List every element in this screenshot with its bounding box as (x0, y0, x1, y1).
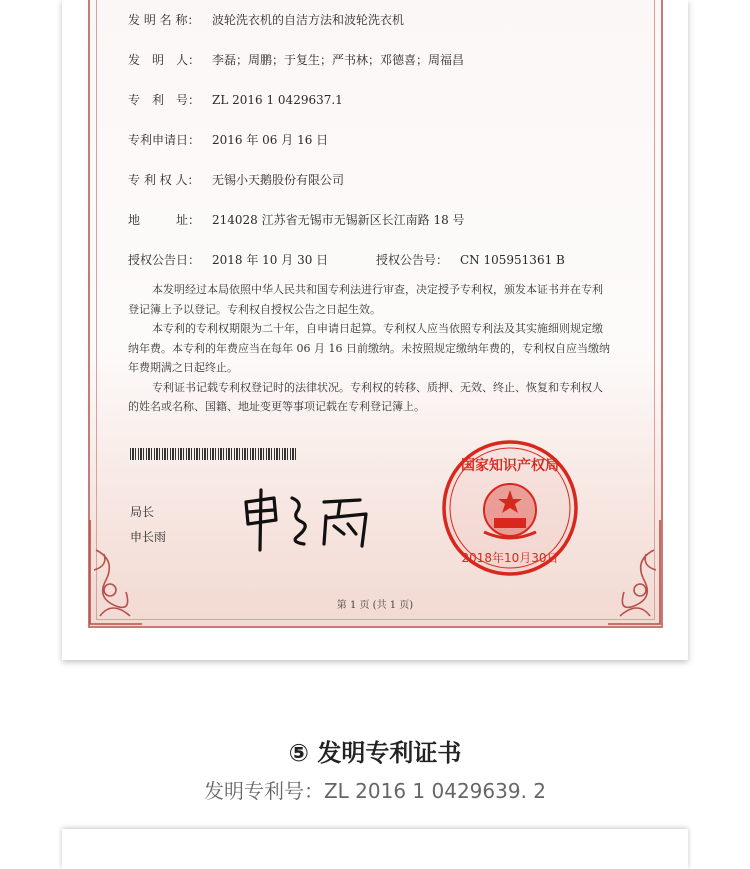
barcode (130, 448, 298, 460)
seal-text: 国家知识产权局 (461, 458, 559, 474)
next-certificate-card (62, 829, 688, 869)
field-filing-date: 专利申请日： 2016 年 06 月 16 日 (128, 133, 329, 147)
official-title: 局长 (130, 505, 155, 519)
signature (240, 488, 390, 558)
paragraph-grant: 本发明经过本局依照中华人民共和国专利法进行审查，决定授予专利权，颁发本证书并在专利登记簿上予以登记。专利权自授权公告之日起生效。 (128, 283, 603, 316)
official-name: 申长雨 (130, 530, 167, 544)
paragraph-term: 本专利的专利权期限为二十年，自申请日起算。专利权人应当依照专利法及其实施细则规定缴纳年费。本专利的年费应当在每年 06 月 16 日前缴纳。未按照规定缴纳年费的，专利权自应当缴纳年费期满之日起终止。 (128, 322, 610, 374)
seal-date: 2018年10月30日 (461, 551, 559, 565)
paragraph-legal-status: 专利证书记载专利权登记时的法律状况。专利权的转移、质押、无效、终止、恢复和专利权人的姓名或名称、国籍、地址变更等事项记载在专利登记簿上。 (128, 380, 603, 413)
official-seal (438, 440, 582, 580)
ornament-left (86, 520, 146, 630)
section-subtitle: 发明专利号：ZL 2016 1 0429639. 2 (203, 779, 547, 803)
page-info: 第 1 页 (共 1 页) (336, 600, 414, 611)
field-inventors: 发 明 人： 李磊；周鹏；于复生；严书林；邓德喜；周福昌 (128, 53, 465, 67)
certificate-body (128, 280, 613, 417)
ornament-right (604, 520, 664, 630)
field-grant-date: 授权公告日： 2018 年 10 月 30 日 (128, 253, 329, 267)
field-invention-name: 发 明 名 称： 波轮洗衣机的自洁方法和波轮洗衣机 (128, 13, 405, 27)
field-patent-number: 专 利 号： ZL 2016 1 0429637.1 (128, 93, 343, 107)
field-grant-number: 授权公告号： CN 105951361 B (376, 253, 565, 267)
field-patentee: 专 利 权 人： 无锡小天鹅股份有限公司 (128, 173, 345, 187)
field-address: 地 址： 214028 江苏省无锡市无锡新区长江南路 18 号 (128, 213, 465, 227)
section-title: ⑤ 发明专利证书 (288, 739, 462, 767)
